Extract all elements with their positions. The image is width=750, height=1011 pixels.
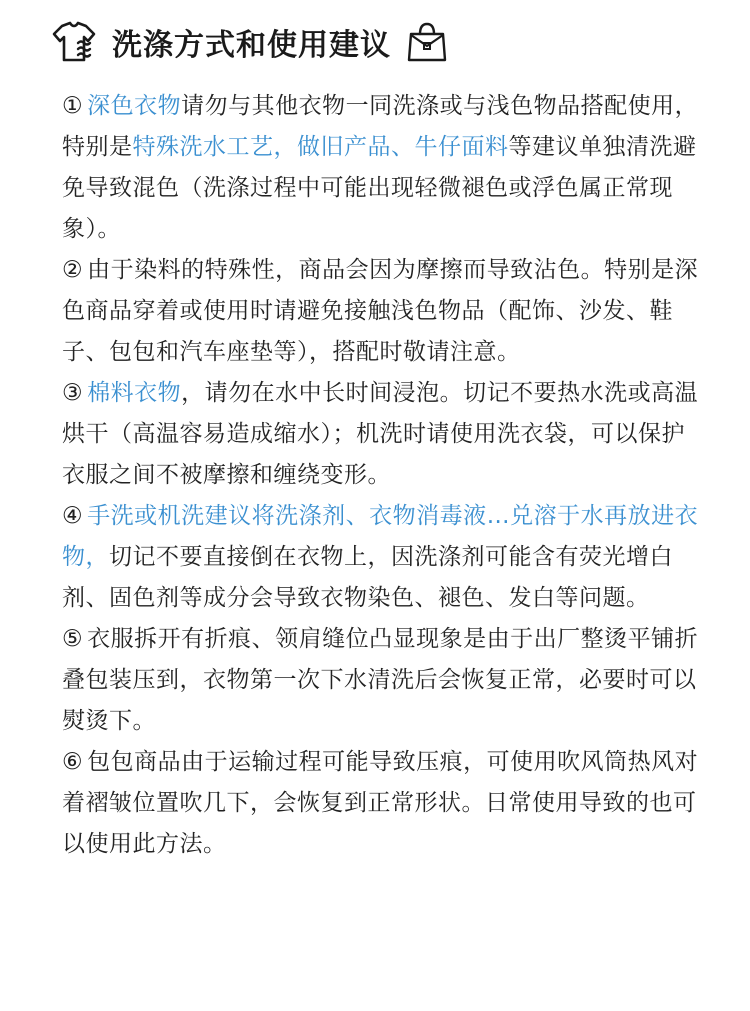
item-number: ④ bbox=[62, 503, 84, 529]
item-number: ① bbox=[62, 93, 84, 119]
body-text: 包包商品由于运输过程可能导致压痕，可使用吹风筒热风对着褶皱位置吹几下，会恢复到正常形状。日常使用导致的也可以使用此方法。 bbox=[62, 749, 699, 857]
instruction-item bbox=[62, 742, 702, 865]
instruction-item bbox=[62, 250, 702, 373]
page-title: 洗涤方式和使用建议 bbox=[112, 28, 391, 63]
instruction-item bbox=[62, 373, 702, 496]
highlight-text: 手洗或机洗建议将洗涤剂、衣物消毒液…兑溶于水再放进衣物， bbox=[62, 503, 699, 570]
instruction-item bbox=[62, 619, 702, 742]
item-number: ⑤ bbox=[62, 626, 84, 652]
body-text: 由于染料的特殊性，商品会因为摩擦而导致沾色。特别是深色商品穿着或使用时请避免接触浅色物品（配饰、沙发、鞋子、包包和汽车座垫等），搭配时敬请注意。 bbox=[62, 257, 699, 365]
care-instructions bbox=[62, 86, 702, 865]
body-text: ，请勿在水中长时间浸泡。切记不要热水洗或高温烘干（高温容易造成缩水）；机洗时请使用洗衣袋，可以保护衣服之间不被摩擦和缠绕变形。 bbox=[62, 380, 699, 488]
body-text: 请勿与其他衣物一同洗涤或与浅色物品搭配使用，特别是 bbox=[62, 93, 699, 160]
highlight-text: 特殊洗水工艺，做旧产品、牛仔面料 bbox=[132, 134, 509, 160]
body-text: 衣服拆开有折痕、领肩缝位凸显现象是由于出厂整烫平铺折叠包装压到，衣物第一次下水清洗后会恢复正常，必要时可以熨烫下。 bbox=[62, 626, 699, 734]
highlight-text: 棉料衣物 bbox=[87, 380, 182, 406]
body-text: 等建议单独清洗避免导致混色（洗涤过程中可能出现轻微褪色或浮色属正常现象）。 bbox=[62, 134, 697, 242]
page-header bbox=[48, 16, 708, 68]
body-text: 切记不要直接倒在衣物上，因洗涤剂可能含有荧光增白剂、固色剂等成分会导致衣物染色、褪色、发白等问题。 bbox=[62, 544, 673, 611]
instruction-item bbox=[62, 86, 702, 250]
handbag-icon bbox=[405, 20, 449, 64]
item-number: ⑥ bbox=[62, 749, 84, 775]
item-number: ② bbox=[62, 257, 84, 283]
instruction-item bbox=[62, 496, 702, 619]
tshirt-wash-icon bbox=[48, 20, 100, 64]
highlight-text: 深色衣物 bbox=[87, 93, 182, 119]
item-number: ③ bbox=[62, 380, 84, 406]
